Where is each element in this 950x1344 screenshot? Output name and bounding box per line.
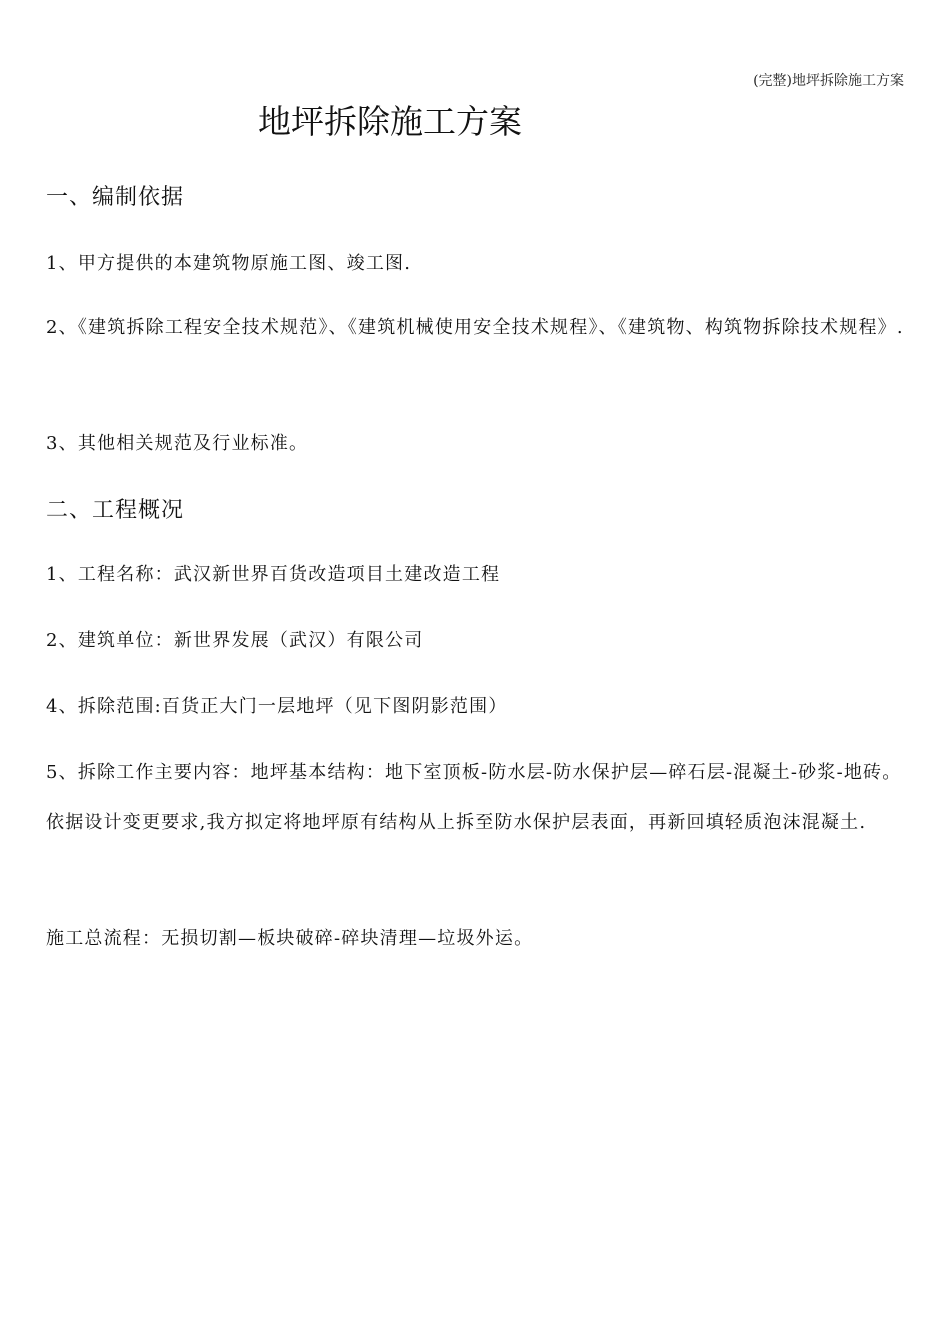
overview-item-content: 5、拆除工作主要内容：地坪基本结构：地下室顶板-防水层-防水保护层—碎石层-混凝土-砂浆-地砖。依据设计变更要求,我方拟定将地坪原有结构从上拆至防水保护层表面，再新回填轻质泡沫混凝土. bbox=[46, 762, 902, 833]
running-header: (完整)地坪拆除施工方案 bbox=[753, 73, 904, 89]
overview-item-builder: 2、建筑单位：新世界发展（武汉）有限公司 bbox=[46, 630, 424, 651]
overview-item-scope: 4、拆除范围:百货正大门一层地坪（见下图阴影范围） bbox=[46, 696, 508, 717]
basis-item-1: 1、甲方提供的本建筑物原施工图、竣工图. bbox=[46, 253, 412, 274]
document-title: 地坪拆除施工方案 bbox=[258, 102, 522, 141]
overview-item-name: 1、工程名称：武汉新世界百货改造项目土建改造工程 bbox=[46, 564, 501, 585]
basis-item-2: 2、《建筑拆除工程安全技术规范》、《建筑机械使用安全技术规程》、《建筑物、构筑物拆除技术规程》. bbox=[46, 317, 904, 338]
section-heading-basis: 一、编制依据 bbox=[46, 185, 185, 210]
overview-item-process: 施工总流程：无损切割—板块破碎-碎块清理—垃圾外运。 bbox=[46, 928, 534, 949]
basis-item-3: 3、其他相关规范及行业标准。 bbox=[46, 433, 309, 454]
section-heading-overview: 二、工程概况 bbox=[46, 498, 185, 523]
